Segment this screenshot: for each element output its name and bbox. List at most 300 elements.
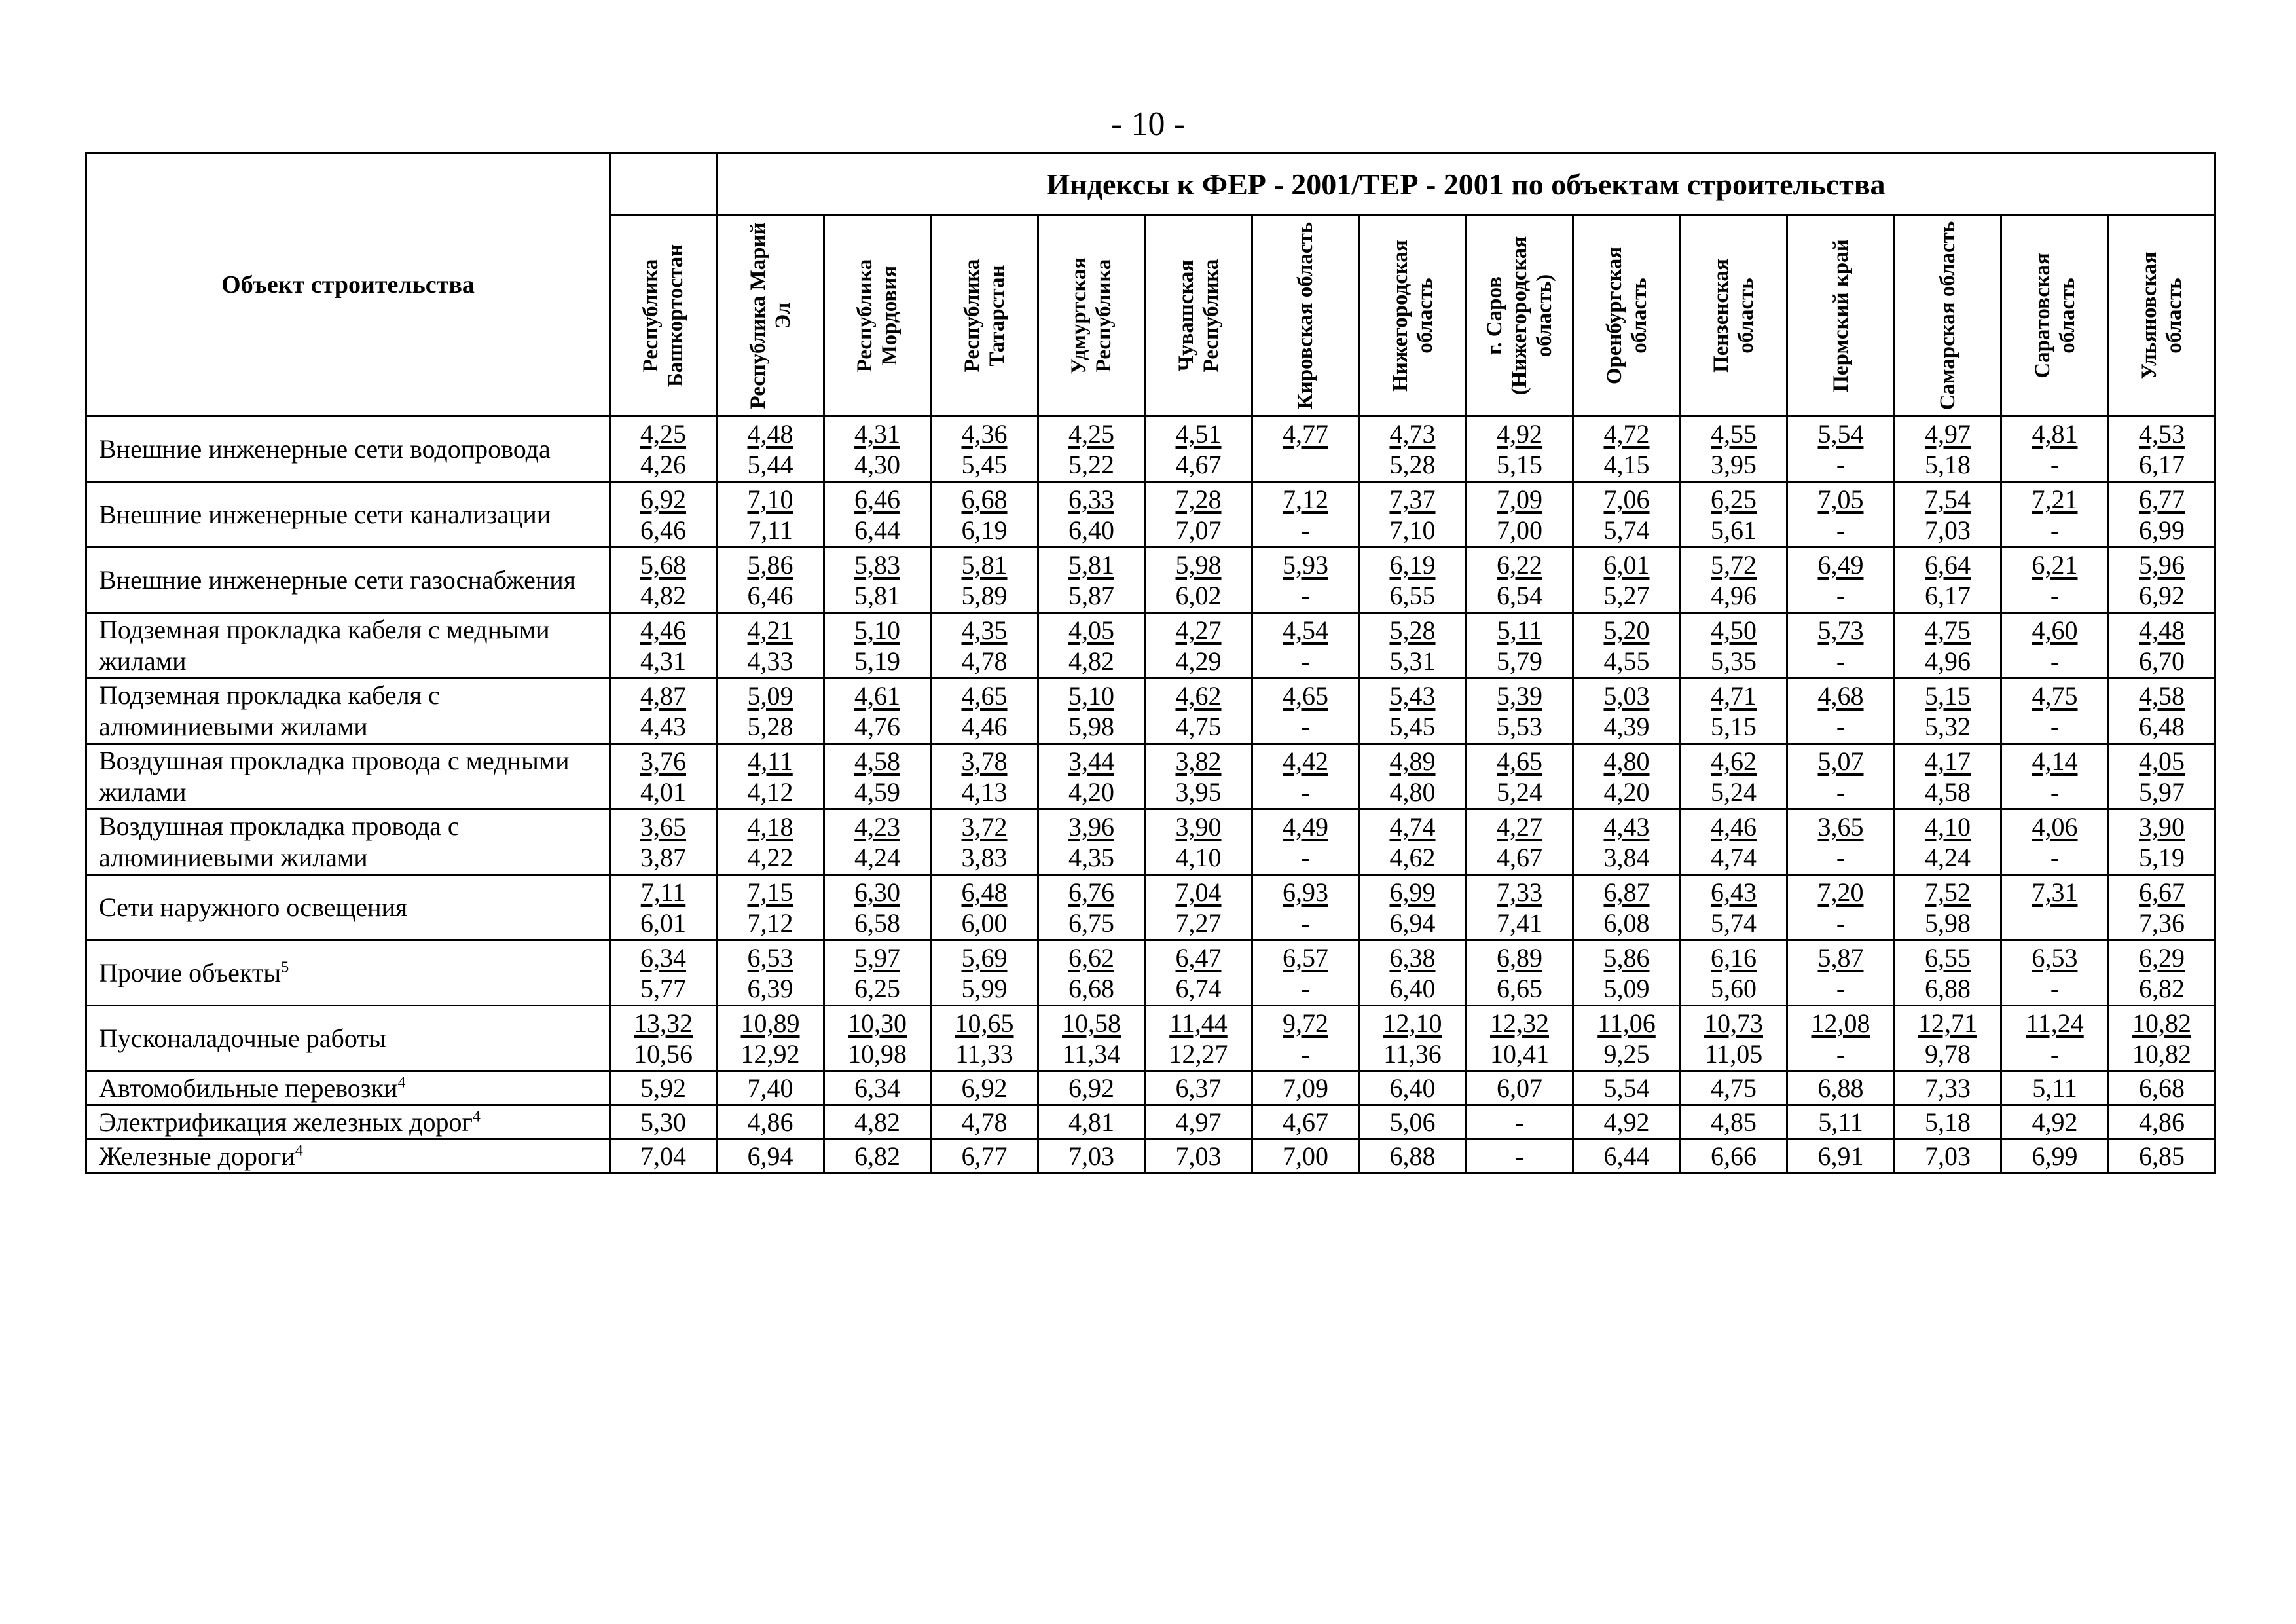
index-cell: [1573, 547, 1681, 613]
index-fer-value: 7,06: [1603, 484, 1650, 514]
index-ter-value: -: [1301, 580, 1310, 610]
index-cell: [1038, 416, 1145, 482]
index-ter-value: 7,00: [1497, 515, 1542, 545]
index-ter-value: 5,31: [1389, 646, 1436, 676]
index-ter-value: -: [1301, 777, 1310, 807]
index-cell: [717, 809, 824, 875]
index-ter-value: 6,17: [2139, 449, 2185, 479]
index-fer-value: 4,53: [2139, 418, 2185, 449]
index-cell: [1573, 809, 1681, 875]
index-cell: 6,82: [824, 1139, 931, 1173]
index-cell: 5,18: [1895, 1105, 2001, 1139]
index-ter-value: 7,11: [748, 515, 793, 545]
index-ter-value: 4,01: [640, 777, 686, 807]
index-cell: [610, 547, 717, 613]
index-fer-value: 4,92: [1497, 418, 1542, 449]
index-cell: [1681, 416, 1787, 482]
region-header-cell: [1145, 215, 1252, 416]
table-row: [86, 1071, 2215, 1105]
region-header-cell: [1787, 215, 1895, 416]
index-ter-value: 5,60: [1711, 973, 1757, 1003]
index-cell: [931, 809, 1038, 875]
index-cell: [610, 940, 717, 1006]
index-cell: [1359, 678, 1467, 744]
index-ter-value: [2002, 908, 2107, 938]
index-ter-value: 7,27: [1175, 908, 1222, 938]
index-fer-value: 5,81: [961, 549, 1008, 580]
index-cell: 5,54: [1573, 1071, 1681, 1105]
index-cell: [1573, 678, 1681, 744]
index-ter-value: 5,18: [1925, 449, 1971, 479]
region-name: Пермский край: [1829, 239, 1853, 392]
index-ter-value: 5,81: [854, 580, 900, 610]
index-cell: 7,03: [1038, 1139, 1145, 1173]
region-header-cell: [717, 215, 824, 416]
index-cell: 6,88: [1787, 1071, 1895, 1105]
index-cell: [1787, 416, 1895, 482]
region-header-cell: [2001, 215, 2109, 416]
index-fer-value: 4,55: [1711, 418, 1757, 449]
index-ter-value: 4,55: [1603, 646, 1650, 676]
index-fer-value: 6,77: [2139, 484, 2185, 514]
index-cell: [2109, 940, 2215, 1006]
index-ter-value: 10,56: [634, 1039, 693, 1069]
index-fer-value: 6,30: [854, 877, 900, 907]
index-cell: [1038, 482, 1145, 547]
index-cell: [1467, 482, 1573, 547]
index-fer-value: 4,51: [1175, 418, 1222, 449]
index-fer-value: 4,54: [1283, 615, 1328, 645]
index-fer-value: 6,47: [1175, 942, 1222, 972]
index-ter-value: 4,46: [961, 711, 1008, 741]
index-ter-value: -: [1836, 777, 1846, 807]
index-ter-value: 4,33: [747, 646, 793, 676]
region-name: Кировская область: [1294, 221, 1317, 410]
index-fer-value: 6,16: [1711, 942, 1757, 972]
index-ter-value: 6,46: [747, 580, 793, 610]
index-cell: [717, 547, 824, 613]
index-cell: [2001, 809, 2109, 875]
index-ter-value: 6,46: [640, 515, 686, 545]
index-ter-value: -: [1301, 1039, 1310, 1069]
region-header-cell: [1681, 215, 1787, 416]
table-row: [86, 940, 2215, 1006]
index-cell: 4,81: [1038, 1105, 1145, 1139]
index-ter-value: 7,36: [2139, 908, 2185, 938]
index-fer-value: 7,21: [2032, 484, 2078, 514]
index-cell: [1681, 1006, 1787, 1071]
index-ter-value: 5,61: [1711, 515, 1757, 545]
index-fer-value: 6,01: [1603, 549, 1650, 580]
index-cell: -: [1467, 1139, 1573, 1173]
index-fer-value: 5,09: [747, 680, 793, 710]
index-ter-value: -: [1301, 646, 1310, 676]
index-fer-value: 6,43: [1711, 877, 1757, 907]
index-cell: 6,99: [2001, 1139, 2109, 1173]
object-name: Внешние инженерные сети канализации: [99, 499, 551, 529]
index-fer-value: 5,10: [1068, 680, 1114, 710]
index-fer-value: 12,08: [1811, 1008, 1870, 1038]
index-fer-value: 7,10: [747, 484, 793, 514]
index-ter-value: 4,96: [1925, 646, 1971, 676]
region-header-cell: [610, 215, 717, 416]
object-column-header: Объект строительства: [86, 153, 610, 416]
index-ter-value: 5,53: [1497, 711, 1542, 741]
index-fer-value: 4,31: [854, 418, 900, 449]
index-ter-value: 6,82: [2139, 973, 2185, 1003]
index-fer-value: 6,19: [1389, 549, 1436, 580]
index-cell: [1787, 482, 1895, 547]
index-fer-value: 6,76: [1068, 877, 1114, 907]
index-cell: [1787, 809, 1895, 875]
index-fer-value: 7,31: [2032, 877, 2078, 907]
index-cell: [610, 744, 717, 809]
table-row: [86, 744, 2215, 809]
index-cell: [2001, 547, 2109, 613]
object-name-cell: [86, 416, 610, 482]
index-fer-value: 4,25: [1068, 418, 1114, 449]
index-fer-value: 4,05: [1068, 615, 1114, 645]
index-cell: 7,40: [717, 1071, 824, 1105]
index-fer-value: 5,20: [1603, 615, 1650, 645]
index-fer-value: 4,75: [1925, 615, 1971, 645]
index-cell: 4,85: [1681, 1105, 1787, 1139]
index-ter-value: -: [2050, 449, 2060, 479]
index-ter-value: 5,97: [2139, 777, 2185, 807]
index-cell: 6,66: [1681, 1139, 1787, 1173]
index-fer-value: 3,82: [1175, 746, 1222, 776]
index-ter-value: 5,99: [961, 973, 1008, 1003]
index-fer-value: 4,65: [1283, 680, 1328, 710]
index-ter-value: 4,82: [640, 580, 686, 610]
index-ter-value: 4,58: [1925, 777, 1971, 807]
index-cell: [824, 678, 931, 744]
region-header-cell: [931, 215, 1038, 416]
index-fer-value: 4,06: [2032, 811, 2078, 841]
table-row: [86, 613, 2215, 678]
index-cell: [1038, 678, 1145, 744]
index-fer-value: 4,46: [1711, 811, 1757, 841]
index-cell: [2109, 809, 2215, 875]
index-fer-value: 4,77: [1283, 418, 1328, 449]
region-header-cell: [824, 215, 931, 416]
index-ter-value: 6,00: [961, 908, 1008, 938]
index-fer-value: 6,64: [1925, 549, 1971, 580]
index-ter-value: 5,45: [961, 449, 1008, 479]
index-cell: [1681, 940, 1787, 1006]
index-cell: -: [1467, 1105, 1573, 1139]
index-cell: [1359, 875, 1467, 940]
index-ter-value: 4,26: [640, 449, 686, 479]
index-ter-value: 6,55: [1389, 580, 1436, 610]
index-cell: [824, 547, 931, 613]
index-fer-value: 6,38: [1389, 942, 1436, 972]
index-cell: [717, 744, 824, 809]
region-header-cell: [1252, 215, 1359, 416]
index-ter-value: 4,12: [747, 777, 793, 807]
object-name-cell: [86, 1139, 610, 1173]
index-cell: [1787, 613, 1895, 678]
index-cell: [1359, 744, 1467, 809]
index-fer-value: 6,48: [961, 877, 1008, 907]
index-fer-value: 3,90: [2139, 811, 2185, 841]
index-cell: [824, 744, 931, 809]
index-ter-value: -: [1836, 711, 1846, 741]
index-cell: [1038, 940, 1145, 1006]
index-cell: [2109, 416, 2215, 482]
index-cell: [2001, 940, 2109, 1006]
index-ter-value: 4,31: [640, 646, 686, 676]
blank-header-cell: [610, 153, 717, 215]
index-fer-value: 4,58: [2139, 680, 2185, 710]
index-fer-value: 4,75: [2032, 680, 2078, 710]
index-ter-value: 4,20: [1603, 777, 1650, 807]
index-cell: [1895, 482, 2001, 547]
index-fer-value: 5,83: [854, 549, 900, 580]
index-cell: [931, 482, 1038, 547]
index-fer-value: 6,49: [1817, 549, 1864, 580]
region-header-cell: [1573, 215, 1681, 416]
index-fer-value: 5,07: [1817, 746, 1864, 776]
index-fer-value: 4,65: [1497, 746, 1542, 776]
index-cell: 6,37: [1145, 1071, 1252, 1105]
index-cell: [1787, 744, 1895, 809]
region-name: Чувашская Республика: [1174, 259, 1223, 373]
index-cell: [2109, 613, 2215, 678]
index-fer-value: 4,42: [1283, 746, 1328, 776]
index-fer-value: 7,37: [1389, 484, 1436, 514]
index-cell: [1681, 809, 1787, 875]
index-cell: [1359, 482, 1467, 547]
index-fer-value: 3,65: [1817, 811, 1864, 841]
object-name-cell: [86, 482, 610, 547]
index-fer-value: 7,11: [640, 877, 686, 907]
index-cell: 4,67: [1252, 1105, 1359, 1139]
index-fer-value: 5,72: [1711, 549, 1757, 580]
index-ter-value: 5,35: [1711, 646, 1757, 676]
index-cell: [1681, 547, 1787, 613]
index-ter-value: -: [2050, 711, 2060, 741]
index-ter-value: 6,58: [854, 908, 900, 938]
index-fer-value: 12,10: [1383, 1008, 1442, 1038]
index-ter-value: 6,25: [854, 973, 900, 1003]
index-fer-value: 10,30: [848, 1008, 907, 1038]
index-ter-value: 4,74: [1711, 842, 1757, 872]
index-cell: 5,11: [2001, 1071, 2109, 1105]
index-ter-value: 4,75: [1175, 711, 1222, 741]
index-fer-value: 6,68: [961, 484, 1008, 514]
index-cell: [1467, 1006, 1573, 1071]
index-ter-value: -: [2050, 646, 2060, 676]
index-fer-value: 7,05: [1817, 484, 1864, 514]
index-ter-value: 6,40: [1068, 515, 1114, 545]
index-ter-value: 5,15: [1711, 711, 1757, 741]
index-cell: 6,91: [1787, 1139, 1895, 1173]
index-cell: 5,06: [1359, 1105, 1467, 1139]
index-fer-value: 4,60: [2032, 615, 2078, 645]
index-ter-value: 7,07: [1175, 515, 1222, 545]
index-fer-value: 4,17: [1925, 746, 1971, 776]
index-ter-value: 5,89: [961, 580, 1008, 610]
index-cell: [1145, 547, 1252, 613]
index-cell: [1145, 613, 1252, 678]
index-cell: [1573, 744, 1681, 809]
index-cell: 5,30: [610, 1105, 717, 1139]
index-fer-value: 6,93: [1283, 877, 1328, 907]
index-fer-value: 4,80: [1603, 746, 1650, 776]
index-ter-value: 3,95: [1711, 449, 1757, 479]
index-ter-value: 4,82: [1068, 646, 1114, 676]
index-cell: [717, 482, 824, 547]
index-cell: [1252, 809, 1359, 875]
index-fer-value: 4,73: [1389, 418, 1436, 449]
object-name: Внешние инженерные сети водопровода: [99, 434, 551, 464]
index-cell: 6,40: [1359, 1071, 1467, 1105]
index-cell: 4,86: [717, 1105, 824, 1139]
index-fer-value: 4,05: [2139, 746, 2185, 776]
index-cell: 7,04: [610, 1139, 717, 1173]
index-ter-value: 3,87: [640, 842, 686, 872]
object-name-cell: [86, 613, 610, 678]
index-ter-value: 5,09: [1603, 973, 1650, 1003]
region-name: Республика Татарстан: [960, 259, 1009, 373]
object-name: Воздушная прокладка провода с медными жилами: [99, 745, 570, 807]
index-cell: [824, 1006, 931, 1071]
index-fer-value: 4,18: [747, 811, 793, 841]
index-cell: 6,77: [931, 1139, 1038, 1173]
index-fer-value: 11,44: [1169, 1008, 1228, 1038]
index-cell: [717, 1006, 824, 1071]
index-cell: [1787, 940, 1895, 1006]
index-ter-value: 4,22: [747, 842, 793, 872]
index-ter-value: 4,24: [1925, 842, 1971, 872]
index-cell: 4,92: [1573, 1105, 1681, 1139]
index-cell: [1359, 1006, 1467, 1071]
construction-index-table: [85, 152, 2216, 1174]
index-fer-value: 5,28: [1389, 615, 1436, 645]
object-name: Железные дороги: [99, 1141, 295, 1171]
index-cell: [717, 940, 824, 1006]
index-cell: [1252, 744, 1359, 809]
index-ter-value: 4,78: [961, 646, 1008, 676]
index-cell: [1145, 875, 1252, 940]
index-fer-value: 4,14: [2032, 746, 2078, 776]
index-ter-value: 10,82: [2132, 1039, 2191, 1069]
index-fer-value: 7,15: [747, 877, 793, 907]
index-cell: [1681, 613, 1787, 678]
index-cell: [1038, 547, 1145, 613]
index-fer-value: 11,06: [1597, 1008, 1656, 1038]
index-cell: [717, 613, 824, 678]
index-cell: 7,00: [1252, 1139, 1359, 1173]
index-cell: [824, 809, 931, 875]
index-fer-value: 6,21: [2032, 549, 2078, 580]
index-fer-value: 5,11: [1497, 615, 1542, 645]
index-cell: [1038, 809, 1145, 875]
index-cell: [931, 875, 1038, 940]
index-ter-value: 4,67: [1497, 842, 1542, 872]
index-ter-value: 10,98: [848, 1039, 907, 1069]
index-ter-value: -: [2050, 1039, 2060, 1069]
object-name: Сети наружного освещения: [99, 892, 408, 922]
index-ter-value: 5,32: [1925, 711, 1971, 741]
index-cell: [1573, 1006, 1681, 1071]
index-ter-value: 4,96: [1711, 580, 1757, 610]
index-cell: [2109, 482, 2215, 547]
index-fer-value: 6,89: [1497, 942, 1542, 972]
index-ter-value: -: [1301, 908, 1310, 938]
index-fer-value: 7,33: [1497, 877, 1542, 907]
index-cell: [717, 875, 824, 940]
index-fer-value: 4,25: [640, 418, 686, 449]
index-cell: [2109, 875, 2215, 940]
table-row: [86, 1105, 2215, 1139]
region-header-cell: [1359, 215, 1467, 416]
index-fer-value: 10,82: [2132, 1008, 2191, 1038]
index-cell: [931, 613, 1038, 678]
table-row: [86, 875, 2215, 940]
index-cell: [1895, 744, 2001, 809]
index-fer-value: 6,33: [1068, 484, 1114, 514]
index-cell: [1895, 613, 2001, 678]
index-cell: [1145, 744, 1252, 809]
index-cell: [610, 875, 717, 940]
index-ter-value: 4,15: [1603, 449, 1650, 479]
index-cell: [931, 547, 1038, 613]
table-body: [86, 416, 2215, 1173]
index-fer-value: 7,20: [1817, 877, 1864, 907]
index-fer-value: 3,44: [1068, 746, 1114, 776]
object-name: Подземная прокладка кабеля с алюминиевыми жилами: [99, 680, 440, 741]
index-fer-value: 3,72: [961, 811, 1008, 841]
header-row-title: [86, 153, 2215, 215]
index-cell: [824, 875, 931, 940]
index-ter-value: 5,22: [1068, 449, 1114, 479]
index-ter-value: -: [2050, 842, 2060, 872]
index-cell: [1895, 940, 2001, 1006]
index-cell: [931, 678, 1038, 744]
index-fer-value: 3,96: [1068, 811, 1114, 841]
object-name: Внешние инженерные сети газоснабжения: [99, 564, 576, 595]
index-cell: 4,97: [1145, 1105, 1252, 1139]
index-cell: 7,03: [1895, 1139, 2001, 1173]
index-cell: [1681, 482, 1787, 547]
index-cell: [1787, 875, 1895, 940]
object-name: Автомобильные перевозки: [99, 1073, 398, 1103]
index-fer-value: 5,93: [1283, 549, 1328, 580]
index-cell: [610, 678, 717, 744]
index-cell: 4,92: [2001, 1105, 2109, 1139]
index-fer-value: 4,58: [854, 746, 900, 776]
index-fer-value: 3,78: [961, 746, 1008, 776]
index-ter-value: 4,39: [1603, 711, 1650, 741]
index-ter-value: -: [1836, 908, 1846, 938]
index-cell: [1895, 809, 2001, 875]
index-ter-value: -: [1301, 515, 1310, 545]
index-ter-value: 6,94: [1389, 908, 1436, 938]
index-fer-value: 3,65: [640, 811, 686, 841]
index-ter-value: 7,10: [1389, 515, 1436, 545]
index-cell: 4,86: [2109, 1105, 2215, 1139]
index-cell: 6,85: [2109, 1139, 2215, 1173]
index-fer-value: 12,71: [1918, 1008, 1977, 1038]
index-ter-value: 6,65: [1497, 973, 1542, 1003]
index-cell: [1145, 678, 1252, 744]
index-ter-value: -: [1301, 711, 1310, 741]
index-fer-value: 10,89: [740, 1008, 800, 1038]
index-ter-value: 6,54: [1497, 580, 1542, 610]
index-ter-value: 5,79: [1497, 646, 1542, 676]
